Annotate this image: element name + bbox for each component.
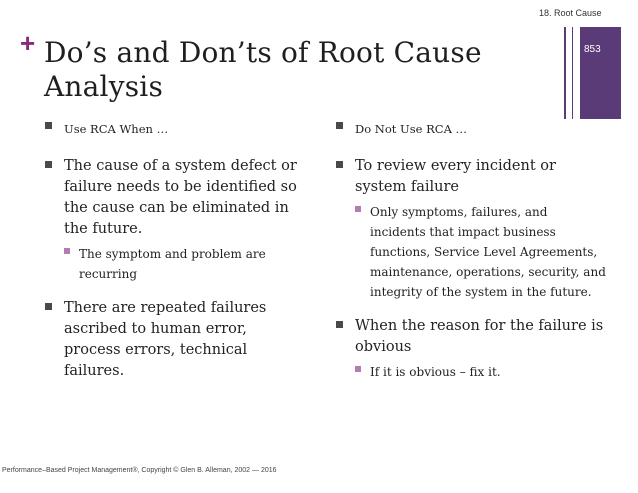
right-column — [336, 118, 606, 395]
left-sub-bullet-1 — [64, 243, 305, 283]
right-heading-bullet — [336, 118, 606, 137]
left-sub-bullet-1-text: The symptom and problem are recurring — [79, 247, 266, 281]
left-bullet-2 — [45, 297, 305, 381]
right-bullet-2 — [336, 315, 606, 381]
plus-icon: + — [20, 28, 36, 58]
right-sub-bullet-2-text: If it is obvious – fix it. — [370, 365, 501, 379]
left-bullet-1 — [45, 155, 305, 283]
right-bullet-1-text: To review every incident or system failure — [355, 158, 556, 195]
accent-bar-left — [564, 27, 566, 119]
page-number-box — [580, 27, 621, 119]
right-bullet-1 — [336, 155, 606, 301]
footer-copyright: Performance–Based Project Management®, Copyright © Glen B. Alleman, 2002 — 2016 — [2, 467, 277, 474]
section-label: 18. Root Cause — [539, 8, 602, 18]
left-column — [45, 118, 305, 393]
left-bullet-2-text: There are repeated failures ascribed to human error, process errors, technical failures. — [64, 300, 267, 379]
page-number: 853 — [584, 44, 601, 55]
slide-title: Do’s and Don’ts of Root Cause Analysis — [44, 36, 482, 103]
right-sub-bullet-2 — [355, 361, 606, 381]
right-sub-bullet-1 — [355, 201, 606, 301]
right-bullet-2-text: When the reason for the failure is obvious — [355, 318, 604, 355]
left-heading-bullet — [45, 118, 305, 137]
right-sub-bullet-1-text: Only symptoms, failures, and incidents that impact business functions, Service Level Agreements, maintenance, operations, security, and integrity of the system in the future. — [370, 205, 606, 299]
left-heading: Use RCA When … — [64, 122, 169, 136]
left-bullet-1-text: The cause of a system defect or failure needs to be identified so the cause can be eliminated in the future. — [64, 158, 297, 237]
accent-bar-thin — [572, 27, 573, 119]
right-heading: Do Not Use RCA … — [355, 122, 468, 136]
